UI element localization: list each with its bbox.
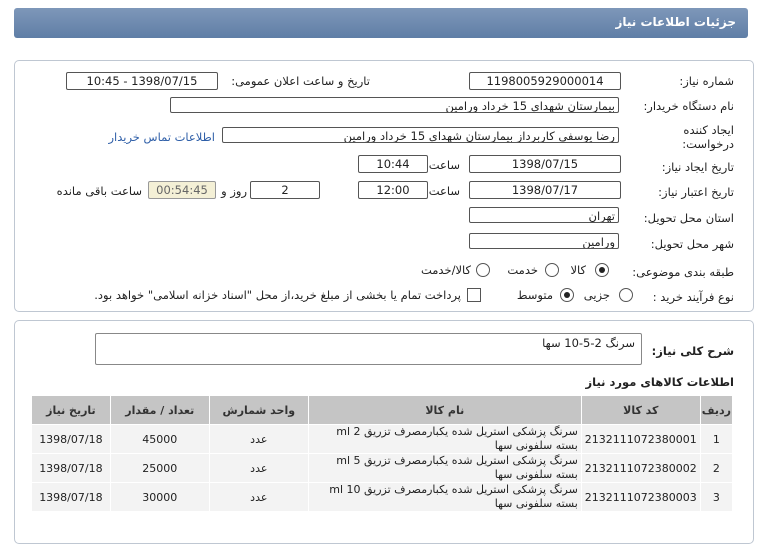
validity-time-field[interactable]: 12:00 [358, 181, 428, 199]
buyer-field[interactable]: بیمارستان شهدای 15 خرداد ورامین [170, 97, 619, 113]
col-date: تاریخ نیاز [32, 396, 111, 425]
category-radio-service[interactable] [545, 263, 559, 277]
create-time-label: ساعت [428, 158, 460, 172]
goods-code: 2132111072380002 [581, 454, 700, 483]
province-label: استان محل تحویل: [643, 211, 734, 225]
days-label: روز و [221, 184, 247, 198]
process-option-medium: متوسط [516, 288, 553, 302]
buyer-contact-link[interactable]: اطلاعات تماس خریدار [108, 130, 215, 144]
row-index: 1 [700, 425, 732, 454]
validity-time-label: ساعت [428, 184, 460, 198]
announce-label: تاریخ و ساعت اعلان عمومی: [231, 74, 370, 88]
goods-code: 2132111072380003 [581, 483, 700, 512]
row-index: 3 [700, 483, 732, 512]
goods-qty: 45000 [110, 425, 209, 454]
need-number-field[interactable]: 1198005929000014 [469, 72, 621, 90]
page-title: جزئیات اطلاعات نیاز [615, 15, 736, 29]
goods-date: 1398/07/18 [32, 454, 111, 483]
create-time-field[interactable]: 10:44 [358, 155, 428, 173]
process-radio-minor[interactable] [619, 288, 633, 302]
process-label: نوع فرآیند خرید : [652, 290, 734, 304]
table-row[interactable] [32, 483, 733, 512]
province-field[interactable]: تهران [469, 207, 619, 223]
goods-name: سرنگ پزشکی استریل شده یکبارمصرف تزریق ml 5 بسته سلفونی سها [308, 454, 581, 483]
need-number-label: شماره نیاز: [679, 74, 734, 88]
goods-unit: عدد [209, 454, 308, 483]
goods-qty: 30000 [110, 483, 209, 512]
category-radio-goods[interactable] [595, 263, 609, 277]
creator-field[interactable]: رضا یوسفی کاربرداز بیمارستان شهدای 15 خرداد ورامین [222, 127, 619, 143]
description-label: شرح کلی نیاز: [651, 344, 734, 358]
goods-name: سرنگ پزشکی استریل شده یکبارمصرف تزریق ml 2 بسته سلفونی سها [308, 425, 581, 454]
remaining-time-label: ساعت باقی مانده [56, 184, 142, 198]
category-option-service: خدمت [507, 263, 538, 277]
goods-table-header [32, 396, 733, 425]
description-value: سرنگ 2-5-10 سها [542, 336, 635, 350]
treasury-payment-note: پرداخت تمام یا بخشی از مبلغ خرید،از محل "اسناد خزانه اسلامی" خواهد بود. [94, 288, 461, 302]
creator-label: ایجاد کننده درخواست: [682, 123, 734, 151]
create-date-field[interactable]: 1398/07/15 [469, 155, 621, 173]
city-field[interactable]: ورامین [469, 233, 619, 249]
table-row[interactable] [32, 425, 733, 454]
days-field[interactable]: 2 [250, 181, 320, 199]
create-date-label: تاریخ ایجاد نیاز: [661, 160, 734, 174]
col-code: کد کالا [581, 396, 700, 425]
goods-date: 1398/07/18 [32, 425, 111, 454]
page-header [14, 8, 748, 38]
category-radio-both[interactable] [476, 263, 490, 277]
goods-unit: عدد [209, 425, 308, 454]
validity-label: تاریخ اعتبار نیاز: [658, 185, 734, 199]
category-option-both: کالا/خدمت [420, 263, 471, 277]
process-option-minor: جزیی [583, 288, 610, 302]
remaining-time-field: 00:54:45 [148, 181, 216, 199]
goods-qty: 25000 [110, 454, 209, 483]
goods-code: 2132111072380001 [581, 425, 700, 454]
buyer-label: نام دستگاه خریدار: [643, 99, 734, 113]
treasury-payment-checkbox[interactable] [467, 288, 481, 302]
process-radio-medium[interactable] [560, 288, 574, 302]
announce-field[interactable]: 1398/07/15 - 10:45 [66, 72, 218, 90]
category-option-goods: کالا [570, 263, 586, 277]
row-index: 2 [700, 454, 732, 483]
col-qty: تعداد / مقدار [110, 396, 209, 425]
col-row-index: ردیف [700, 396, 732, 425]
table-row[interactable] [32, 454, 733, 483]
goods-unit: عدد [209, 483, 308, 512]
validity-date-field[interactable]: 1398/07/17 [469, 181, 621, 199]
category-label: طبقه بندی موضوعی: [632, 265, 734, 279]
goods-table [31, 395, 733, 512]
goods-date: 1398/07/18 [32, 483, 111, 512]
col-name: نام کالا [308, 396, 581, 425]
goods-section-title: اطلاعات کالاهای مورد نیاز [585, 375, 734, 389]
col-unit: واحد شمارش [209, 396, 308, 425]
city-label: شهر محل تحویل: [650, 237, 734, 251]
goods-name: سرنگ پزشکی استریل شده یکبارمصرف تزریق ml 10 بسته سلفونی سها [308, 483, 581, 512]
description-field[interactable] [95, 333, 642, 365]
